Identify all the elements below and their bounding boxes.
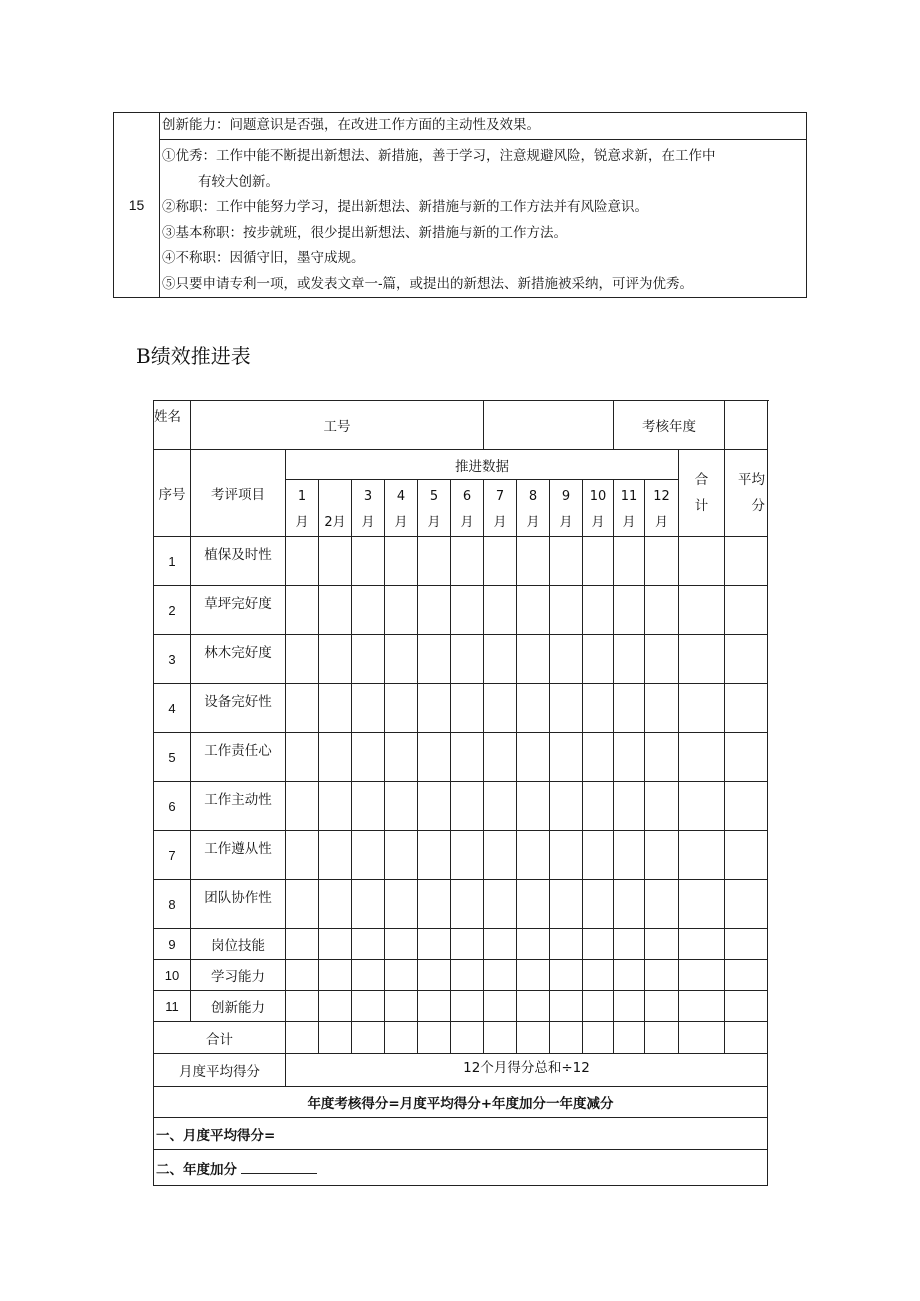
month-score-cell[interactable] (484, 929, 517, 960)
month-score-cell[interactable] (583, 586, 614, 635)
month-score-cell[interactable] (451, 782, 484, 831)
month-header-2 (319, 480, 352, 537)
row-item-name: 植保及时性 (191, 537, 286, 586)
month-score-cell[interactable] (352, 960, 385, 991)
criterion-levels (160, 140, 807, 298)
month-score-cell[interactable] (614, 782, 645, 831)
month-score-cell[interactable] (550, 929, 583, 960)
month-number: 5 (429, 489, 439, 504)
level-incompetent: ④不称职：因循守旧，墨守成规。 (162, 250, 365, 266)
criterion-title: 创新能力：问题意识是否强，在改进工作方面的主动性及效果。 (160, 113, 807, 140)
month-score-cell[interactable] (418, 991, 451, 1022)
month-score-cell[interactable] (517, 733, 550, 782)
month-number: 10 (589, 489, 607, 504)
month-score-cell[interactable] (352, 991, 385, 1022)
total-cell[interactable] (385, 1022, 418, 1054)
month-score-cell[interactable] (645, 991, 679, 1022)
month-score-cell[interactable] (385, 929, 418, 960)
month-score-cell[interactable] (286, 684, 319, 733)
month-score-cell[interactable] (451, 880, 484, 929)
month-score-cell[interactable] (319, 929, 352, 960)
row-index: 9 (154, 929, 191, 960)
data-header: 推进数据 (286, 450, 679, 480)
row-item-name: 学习能力 (191, 960, 286, 991)
month-unit: 月 (394, 515, 408, 530)
month-score-cell[interactable] (645, 880, 679, 929)
month-score-cell[interactable] (614, 929, 645, 960)
month-score-cell[interactable] (286, 782, 319, 831)
month-score-cell[interactable] (484, 537, 517, 586)
month-score-cell[interactable] (583, 684, 614, 733)
month-score-cell[interactable] (319, 880, 352, 929)
row-average-cell[interactable] (725, 586, 768, 635)
annual-bonus-label: 二、年度加分 (156, 1161, 237, 1178)
month-unit: 2月 (324, 515, 346, 530)
month-score-cell[interactable] (385, 635, 418, 684)
row-total-cell[interactable] (679, 586, 725, 635)
total-cell[interactable] (679, 1022, 725, 1054)
month-score-cell[interactable] (418, 537, 451, 586)
month-score-cell[interactable] (286, 880, 319, 929)
total-cell[interactable] (517, 1022, 550, 1054)
month-score-cell[interactable] (319, 537, 352, 586)
total-cell[interactable] (352, 1022, 385, 1054)
row-item-name: 创新能力 (191, 991, 286, 1022)
month-score-cell[interactable] (352, 586, 385, 635)
month-header-12 (645, 480, 679, 537)
row-total-cell[interactable] (679, 831, 725, 880)
criterion-number: 15 (114, 113, 160, 298)
month-number: 1 (297, 489, 307, 504)
month-score-cell[interactable] (583, 537, 614, 586)
month-header-8 (517, 480, 550, 537)
row-item-name: 工作责任心 (191, 733, 286, 782)
month-score-cell[interactable] (385, 991, 418, 1022)
table-row (154, 733, 768, 782)
month-score-cell[interactable] (517, 635, 550, 684)
month-score-cell[interactable] (352, 831, 385, 880)
month-score-cell[interactable] (614, 991, 645, 1022)
month-number: 3 (363, 489, 373, 504)
month-score-cell[interactable] (451, 537, 484, 586)
name-label: 姓名 (154, 401, 191, 450)
row-total-cell[interactable] (679, 537, 725, 586)
row-index: 5 (154, 733, 191, 782)
month-score-cell[interactable] (583, 831, 614, 880)
row-item-name: 团队协作性 (191, 880, 286, 929)
month-score-cell[interactable] (352, 782, 385, 831)
month-header-11 (614, 480, 645, 537)
month-score-cell[interactable] (645, 929, 679, 960)
row-item-name: 工作遵从性 (191, 831, 286, 880)
row-index: 7 (154, 831, 191, 880)
row-average-cell[interactable] (725, 782, 768, 831)
item-header: 考评项目 (191, 450, 286, 537)
table-row (154, 586, 768, 635)
month-score-cell[interactable] (319, 991, 352, 1022)
table-row (154, 929, 768, 960)
month-score-cell[interactable] (484, 960, 517, 991)
month-score-cell[interactable] (583, 991, 614, 1022)
month-score-cell[interactable] (451, 733, 484, 782)
month-score-cell[interactable] (286, 831, 319, 880)
month-score-cell[interactable] (352, 880, 385, 929)
month-score-cell[interactable] (517, 537, 550, 586)
month-score-cell[interactable] (550, 684, 583, 733)
month-score-cell[interactable] (385, 831, 418, 880)
month-score-cell[interactable] (550, 880, 583, 929)
section-heading: B绩效推进表 (136, 344, 251, 368)
criterion-15-table (113, 112, 807, 298)
month-score-cell[interactable] (418, 684, 451, 733)
month-number: 8 (528, 489, 538, 504)
month-score-cell[interactable] (352, 537, 385, 586)
month-unit: 月 (460, 515, 474, 530)
row-item-name: 设备完好性 (191, 684, 286, 733)
monthly-average-formula: 12个月得分总和÷12 (286, 1054, 768, 1087)
month-score-cell[interactable] (614, 733, 645, 782)
seq-header: 序号 (154, 450, 191, 537)
month-unit: 月 (493, 515, 507, 530)
month-score-cell[interactable] (550, 991, 583, 1022)
month-number: 7 (495, 489, 505, 504)
row-total-cell[interactable] (679, 782, 725, 831)
month-score-cell[interactable] (352, 684, 385, 733)
month-score-cell[interactable] (645, 537, 679, 586)
month-score-cell[interactable] (645, 831, 679, 880)
row-average-cell[interactable] (725, 537, 768, 586)
employee-id-value[interactable] (484, 401, 614, 450)
row-total-cell[interactable] (679, 733, 725, 782)
monthly-average-line: 一、月度平均得分= (154, 1118, 768, 1150)
month-score-cell[interactable] (484, 782, 517, 831)
month-score-cell[interactable] (583, 929, 614, 960)
average-header-a: 平均 (738, 472, 766, 488)
row-average-cell[interactable] (725, 929, 768, 960)
total-cell[interactable] (583, 1022, 614, 1054)
row-index: 11 (154, 991, 191, 1022)
month-score-cell[interactable] (614, 586, 645, 635)
level-basic: ③基本称职：按步就班，很少提出新想法、新措施与新的工作方法。 (162, 224, 567, 241)
annual-bonus-blank[interactable] (241, 1159, 317, 1174)
month-score-cell[interactable] (583, 960, 614, 991)
month-unit: 月 (622, 515, 636, 530)
table-row (154, 960, 768, 991)
month-score-cell[interactable] (418, 960, 451, 991)
row-item-name: 草坪完好度 (191, 586, 286, 635)
total-header-a: 合 (694, 472, 709, 488)
month-score-cell[interactable] (286, 537, 319, 586)
month-score-cell[interactable] (517, 684, 550, 733)
row-average-cell[interactable] (725, 635, 768, 684)
total-cell[interactable] (451, 1022, 484, 1054)
month-score-cell[interactable] (645, 684, 679, 733)
month-score-cell[interactable] (484, 684, 517, 733)
table-row (154, 635, 768, 684)
month-score-cell[interactable] (517, 782, 550, 831)
table-row (154, 684, 768, 733)
row-index: 2 (154, 586, 191, 635)
month-score-cell[interactable] (286, 929, 319, 960)
month-header-10 (583, 480, 614, 537)
month-unit: 月 (559, 515, 573, 530)
month-score-cell[interactable] (451, 960, 484, 991)
month-score-cell[interactable] (319, 684, 352, 733)
month-score-cell[interactable] (451, 586, 484, 635)
row-total-cell[interactable] (679, 635, 725, 684)
month-score-cell[interactable] (484, 586, 517, 635)
employee-id-label: 工号 (191, 401, 484, 450)
month-score-cell[interactable] (286, 960, 319, 991)
month-score-cell[interactable] (319, 733, 352, 782)
month-score-cell[interactable] (385, 960, 418, 991)
month-score-cell[interactable] (517, 929, 550, 960)
month-score-cell[interactable] (517, 960, 550, 991)
monthly-average-label: 月度平均得分 (154, 1054, 286, 1087)
table-row (154, 782, 768, 831)
total-header-b: 计 (694, 498, 709, 514)
table-row (154, 537, 768, 586)
review-year-value[interactable] (725, 401, 768, 450)
month-score-cell[interactable] (614, 537, 645, 586)
month-score-cell[interactable] (550, 831, 583, 880)
level-bonus-rule: ⑤只要申请专利一项，或发表文章一-篇，或提出的新想法、新措施被采纳，可评为优秀。 (162, 275, 694, 292)
total-cell[interactable] (645, 1022, 679, 1054)
annual-score-formula: 年度考核得分=月度平均得分+年度加分一年度减分 (154, 1087, 768, 1118)
month-score-cell[interactable] (451, 929, 484, 960)
average-header-b: 分 (751, 498, 766, 514)
month-score-cell[interactable] (645, 586, 679, 635)
month-score-cell[interactable] (319, 782, 352, 831)
month-score-cell[interactable] (583, 782, 614, 831)
month-header-1 (286, 480, 319, 537)
month-score-cell[interactable] (418, 831, 451, 880)
row-item-name: 岗位技能 (191, 929, 286, 960)
row-total-cell[interactable] (679, 880, 725, 929)
month-score-cell[interactable] (517, 586, 550, 635)
month-unit: 月 (427, 515, 441, 530)
month-score-cell[interactable] (385, 880, 418, 929)
month-score-cell[interactable] (614, 831, 645, 880)
month-header-6 (451, 480, 484, 537)
table-row (154, 880, 768, 929)
month-score-cell[interactable] (418, 586, 451, 635)
month-score-cell[interactable] (385, 537, 418, 586)
month-score-cell[interactable] (418, 880, 451, 929)
month-score-cell[interactable] (418, 929, 451, 960)
month-score-cell[interactable] (385, 586, 418, 635)
month-score-cell[interactable] (451, 991, 484, 1022)
average-header (725, 450, 768, 537)
row-item-name: 林木完好度 (191, 635, 286, 684)
month-score-cell[interactable] (418, 733, 451, 782)
month-score-cell[interactable] (484, 733, 517, 782)
row-index: 3 (154, 635, 191, 684)
month-score-cell[interactable] (352, 635, 385, 684)
month-score-cell[interactable] (352, 733, 385, 782)
row-total-cell[interactable] (679, 929, 725, 960)
total-cell[interactable] (550, 1022, 583, 1054)
month-score-cell[interactable] (550, 782, 583, 831)
month-unit: 月 (295, 515, 309, 530)
month-score-cell[interactable] (614, 960, 645, 991)
month-score-cell[interactable] (517, 991, 550, 1022)
month-score-cell[interactable] (583, 733, 614, 782)
total-cell[interactable] (725, 1022, 768, 1054)
month-score-cell[interactable] (418, 635, 451, 684)
month-score-cell[interactable] (385, 733, 418, 782)
month-score-cell[interactable] (645, 960, 679, 991)
month-number (319, 484, 351, 510)
performance-table (153, 400, 768, 1186)
total-cell[interactable] (319, 1022, 352, 1054)
month-score-cell[interactable] (319, 586, 352, 635)
month-score-cell[interactable] (484, 991, 517, 1022)
month-score-cell[interactable] (645, 635, 679, 684)
month-score-cell[interactable] (319, 960, 352, 991)
month-score-cell[interactable] (451, 684, 484, 733)
month-score-cell[interactable] (385, 684, 418, 733)
month-score-cell[interactable] (352, 929, 385, 960)
month-score-cell[interactable] (385, 782, 418, 831)
row-index: 8 (154, 880, 191, 929)
table-row (154, 991, 768, 1022)
month-score-cell[interactable] (550, 635, 583, 684)
month-header-5 (418, 480, 451, 537)
month-score-cell[interactable] (319, 635, 352, 684)
row-total-cell[interactable] (679, 991, 725, 1022)
row-index: 1 (154, 537, 191, 586)
month-unit: 月 (526, 515, 540, 530)
month-header-3 (352, 480, 385, 537)
month-score-cell[interactable] (319, 831, 352, 880)
month-number: 9 (561, 489, 571, 504)
row-average-cell[interactable] (725, 880, 768, 929)
month-score-cell[interactable] (645, 733, 679, 782)
month-header-4 (385, 480, 418, 537)
month-score-cell[interactable] (583, 880, 614, 929)
month-score-cell[interactable] (583, 635, 614, 684)
level-excellent-cont: 有较大创新。 (198, 173, 279, 190)
table-row (154, 831, 768, 880)
total-cell[interactable] (484, 1022, 517, 1054)
row-average-cell[interactable] (725, 831, 768, 880)
annual-bonus-line (154, 1150, 768, 1186)
total-cell[interactable] (418, 1022, 451, 1054)
month-score-cell[interactable] (550, 960, 583, 991)
month-score-cell[interactable] (550, 537, 583, 586)
month-header-7 (484, 480, 517, 537)
total-cell[interactable] (286, 1022, 319, 1054)
row-index: 6 (154, 782, 191, 831)
month-score-cell[interactable] (517, 880, 550, 929)
total-header (679, 450, 725, 537)
row-item-name: 工作主动性 (191, 782, 286, 831)
month-score-cell[interactable] (451, 831, 484, 880)
month-score-cell[interactable] (451, 635, 484, 684)
row-average-cell[interactable] (725, 960, 768, 991)
month-score-cell[interactable] (286, 733, 319, 782)
level-excellent: ①优秀：工作中能不断提出新想法、新措施，善于学习，注意规避风险，锐意求新，在工作中 (162, 148, 716, 164)
month-score-cell[interactable] (517, 831, 550, 880)
month-score-cell[interactable] (286, 635, 319, 684)
month-score-cell[interactable] (484, 831, 517, 880)
row-average-cell[interactable] (725, 991, 768, 1022)
level-competent: ②称职：工作中能努力学习，提出新想法、新措施与新的工作方法并有风险意识。 (162, 199, 648, 215)
row-average-cell[interactable] (725, 733, 768, 782)
month-score-cell[interactable] (614, 880, 645, 929)
review-year-label: 考核年度 (614, 401, 725, 450)
month-score-cell[interactable] (550, 733, 583, 782)
month-number: 4 (396, 489, 406, 504)
month-number: 11 (620, 489, 638, 504)
month-score-cell[interactable] (645, 782, 679, 831)
month-header-9 (550, 480, 583, 537)
month-score-cell[interactable] (614, 684, 645, 733)
month-score-cell[interactable] (484, 635, 517, 684)
month-number: 12 (653, 489, 670, 504)
row-total-cell[interactable] (679, 684, 725, 733)
month-score-cell[interactable] (286, 991, 319, 1022)
month-number: 6 (462, 489, 472, 504)
month-score-cell[interactable] (418, 782, 451, 831)
row-total-cell[interactable] (679, 960, 725, 991)
month-score-cell[interactable] (614, 635, 645, 684)
total-row-label: 合计 (154, 1022, 286, 1054)
row-average-cell[interactable] (725, 684, 768, 733)
month-unit: 月 (591, 515, 605, 530)
row-index: 10 (154, 960, 191, 991)
total-cell[interactable] (614, 1022, 645, 1054)
row-index: 4 (154, 684, 191, 733)
month-unit: 月 (361, 515, 375, 530)
month-score-cell[interactable] (484, 880, 517, 929)
month-score-cell[interactable] (286, 586, 319, 635)
month-unit: 月 (654, 515, 668, 530)
month-score-cell[interactable] (550, 586, 583, 635)
